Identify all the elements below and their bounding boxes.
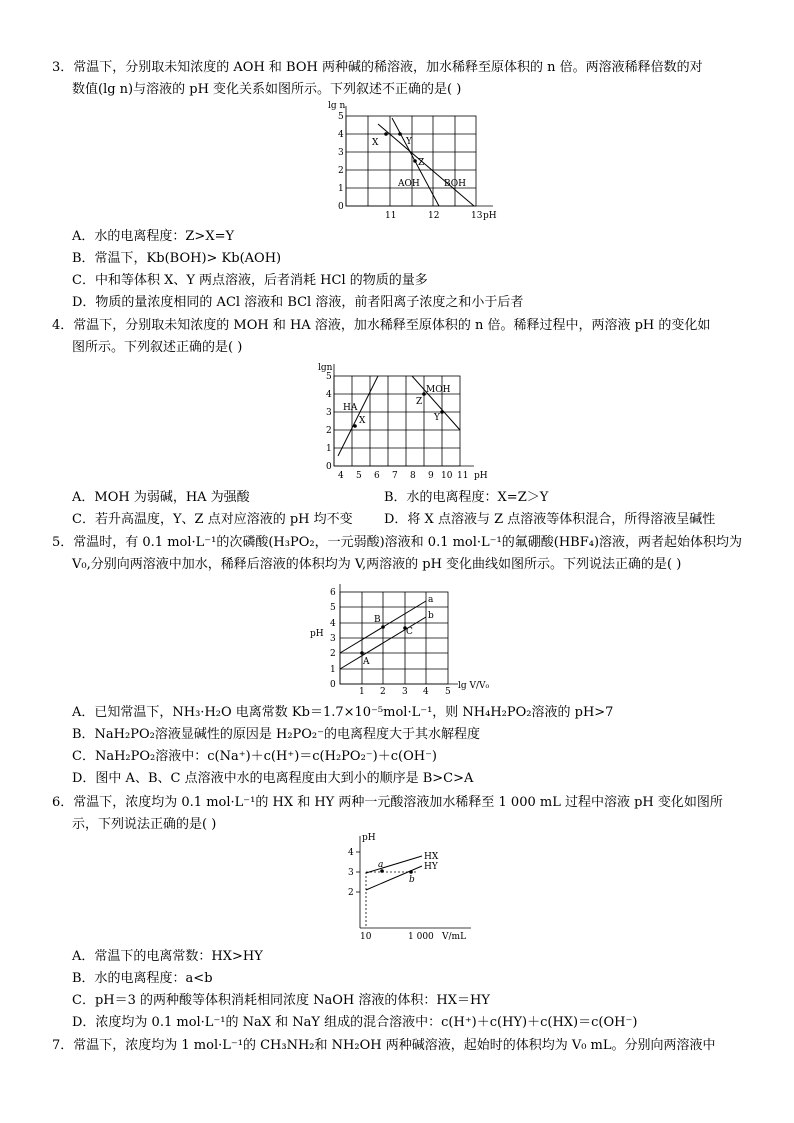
q5-ytick-3: 3 xyxy=(330,634,336,644)
q4-chart xyxy=(314,360,494,484)
q5-ytick-5: 5 xyxy=(330,603,336,613)
q3-ytick-2: 2 xyxy=(338,166,344,176)
q4-xtick-5: 5 xyxy=(356,471,362,481)
q4-label-y: Y xyxy=(434,413,440,423)
q3-label-aoh: AOH xyxy=(398,179,420,189)
q5-label-B: B xyxy=(374,615,381,625)
q6-label-a: a xyxy=(378,860,384,870)
q4-xtick-4: 4 xyxy=(338,471,344,481)
q6-hx-line xyxy=(366,856,422,873)
q4-label-moh: MOH xyxy=(426,385,451,395)
q3-xtick-13: 13 xyxy=(471,211,483,220)
q6-option-c[interactable]: C．pH＝3 的两种酸等体积消耗相同浓度 NaOH 溶液的体积：HX＝HY xyxy=(72,993,490,1008)
q3-stem-line1: 3．常温下，分别取未知浓度的 AOH 和 BOH 两种碱的稀溶液，加水稀释至原体积的 n 倍。两溶液稀释倍数的对 xyxy=(52,60,703,75)
q4-ha-line xyxy=(338,376,378,456)
q4-label-ha: HA xyxy=(343,403,358,413)
q3-option-c[interactable]: C．中和等体积 X、Y 两点溶液，后者消耗 HCl 的物质的量多 xyxy=(72,273,428,288)
q6-stem-line2: 示，下列说法正确的是( ) xyxy=(72,817,217,832)
q6-label-b: b xyxy=(409,875,415,885)
q4-xtick-9: 9 xyxy=(428,471,434,481)
q3-ytick-0: 0 xyxy=(338,202,344,212)
q5-point-a xyxy=(360,651,364,655)
q3-xlabel: pH xyxy=(483,211,497,220)
q6-point-b xyxy=(409,870,413,874)
q5-ylabel: pH xyxy=(310,629,324,639)
q6-chart xyxy=(336,832,486,944)
q5-stem-line1: 5．常温时，有 0.1 mol·L⁻¹的次磷酸(H₃PO₂，一元弱酸)溶液和 0.1 mol·L⁻¹的氟硼酸(HBF₄)溶液，两者起始体积均为 xyxy=(52,535,743,550)
q5-option-a[interactable]: A．已知常温下，NH₃·H₂O 电离常数 Kb＝1.7×10⁻⁵mol·L⁻¹，则 NH₄H₂PO₂溶液的 pH>7 xyxy=(72,705,614,720)
q4-ytick-3: 3 xyxy=(326,408,332,418)
q6-ytick-2: 2 xyxy=(348,888,354,898)
q4-xtick-11: 11 xyxy=(457,471,469,481)
q5-xtick-5: 5 xyxy=(445,687,451,697)
q3-label-boh: BOH xyxy=(444,179,467,189)
q4-xtick-6: 6 xyxy=(374,471,380,481)
q3-label-z: Z xyxy=(418,158,425,168)
q6-ytick-3: 3 xyxy=(348,868,354,878)
q4-option-c[interactable]: C．若升高温度，Y、Z 点对应溶液的 pH 均不变 xyxy=(72,512,353,527)
q5-option-b[interactable]: B．NaH₂PO₂溶液显碱性的原因是 H₂PO₂⁻的电离程度大于其水解程度 xyxy=(72,727,481,742)
q3-chart xyxy=(318,98,508,220)
q3-boh-line xyxy=(378,124,474,206)
q6-xtick-1000: 1 000 xyxy=(408,932,434,942)
q3-point-x xyxy=(384,132,388,136)
q5-chart xyxy=(308,580,494,698)
q4-label-x: X xyxy=(359,416,366,426)
q4-ytick-5: 5 xyxy=(326,372,332,382)
q5-ytick-2: 2 xyxy=(330,649,336,659)
q5-label-a: a xyxy=(428,595,434,605)
q3-label-x: X xyxy=(372,138,379,148)
q6-xlabel: V/mL xyxy=(442,932,467,942)
q5-xtick-4: 4 xyxy=(423,687,429,697)
q5-label-A: A xyxy=(363,657,370,667)
q6-label-hy: HY xyxy=(424,862,438,872)
q3-point-y xyxy=(398,132,402,136)
q4-ylabel: lgn xyxy=(318,363,333,373)
q5-xtick-2: 2 xyxy=(380,687,386,697)
q4-ytick-2: 2 xyxy=(326,426,332,436)
q4-xtick-10: 10 xyxy=(441,471,453,481)
q5-ytick-4: 4 xyxy=(330,619,336,629)
q5-label-C: C xyxy=(406,627,413,637)
q5-option-c[interactable]: C．NaH₂PO₂溶液中：c(Na⁺)＋c(H⁺)＝c(H₂PO₂⁻)＋c(OH⁻) xyxy=(72,749,438,764)
q3-xtick-12: 12 xyxy=(428,211,440,220)
q3-stem-line2: 数值(lg n)与溶液的 pH 变化关系如图所示。下列叙述不正确的是( ) xyxy=(72,82,462,97)
q4-stem-line1: 4．常温下，分别取未知浓度的 MOH 和 HA 溶液，加水稀释至原体积的 n 倍。稀释过程中，两溶液 pH 的变化如 xyxy=(52,318,711,333)
q3-label-y: Y xyxy=(406,137,412,147)
q4-point-y xyxy=(440,410,444,414)
q4-xtick-8: 8 xyxy=(410,471,416,481)
q3-xtick-11: 11 xyxy=(385,211,397,220)
q6-option-d[interactable]: D．浓度均为 0.1 mol·L⁻¹的 NaX 和 NaY 组成的混合溶液中：c(H⁺)＋c(HY)＋c(HX)＝c(OH⁻) xyxy=(72,1015,638,1030)
q6-label-hx: HX xyxy=(424,852,439,862)
q5-option-d[interactable]: D．图中 A、B、C 点溶液中水的电离程度由大到小的顺序是 B>C>A xyxy=(72,771,474,786)
q6-stem-line1: 6．常温下，浓度均为 0.1 mol·L⁻¹的 HX 和 HY 两种一元酸溶液加水稀释至 1 000 mL 过程中溶液 pH 变化如图所 xyxy=(52,795,723,810)
q4-label-z: Z xyxy=(416,397,423,407)
q7-stem-line1: 7．常温下，浓度均为 1 mol·L⁻¹的 CH₃NH₂和 NH₂OH 两种碱溶液，起始时的体积均为 V₀ mL。分别向两溶液中 xyxy=(52,1038,716,1053)
q3-ylabel: lg n xyxy=(328,101,346,111)
q3-ytick-4: 4 xyxy=(338,130,344,140)
q3-option-a[interactable]: A．水的电离程度：Z>X=Y xyxy=(72,229,235,244)
q5-xtick-3: 3 xyxy=(402,687,408,697)
q4-xtick-7: 7 xyxy=(392,471,398,481)
q3-ytick-1: 1 xyxy=(338,184,344,194)
q5-stem-line2: V₀,分别向两溶液中加水，稀释后溶液的体积均为 V,两溶液的 pH 变化曲线如图所示。下列说法正确的是( ) xyxy=(72,557,682,572)
q3-ytick-3: 3 xyxy=(338,148,344,158)
q5-label-b: b xyxy=(428,611,434,621)
q4-option-b[interactable]: B．水的电离程度：X=Z＞Y xyxy=(384,490,549,505)
q5-point-b xyxy=(381,625,385,629)
q5-ytick-6: 6 xyxy=(330,588,336,598)
q6-ytick-4: 4 xyxy=(348,848,354,858)
q4-ytick-0: 0 xyxy=(326,462,332,472)
q3-point-z xyxy=(413,159,417,163)
q5-xtick-1: 1 xyxy=(359,687,365,697)
q6-option-b[interactable]: B．水的电离程度：a<b xyxy=(72,971,213,986)
q3-ytick-5: 5 xyxy=(338,112,344,122)
q5-ytick-0: 0 xyxy=(330,680,336,690)
q4-point-x xyxy=(353,424,357,428)
q4-ytick-4: 4 xyxy=(326,390,332,400)
q4-xlabel: pH xyxy=(474,471,488,481)
q3-option-b[interactable]: B．常温下，Kb(BOH)> Kb(AOH) xyxy=(72,251,282,266)
q4-stem-line2: 图所示。下列叙述正确的是( ) xyxy=(72,340,243,355)
q6-xtick-10: 10 xyxy=(360,932,372,942)
q6-ylabel: pH xyxy=(362,833,376,843)
q6-option-a[interactable]: A．常温下的电离常数：HX>HY xyxy=(72,949,263,964)
q5-ytick-1: 1 xyxy=(330,665,336,675)
q4-option-a[interactable]: A．MOH 为弱碱，HA 为强酸 xyxy=(72,490,250,505)
q5-xlabel: lg V/V₀ xyxy=(458,681,490,691)
q4-option-d[interactable]: D．将 X 点溶液与 Z 点溶液等体积混合，所得溶液呈碱性 xyxy=(384,512,716,527)
q4-ytick-1: 1 xyxy=(326,444,332,454)
q3-option-d[interactable]: D．物质的量浓度相同的 ACl 溶液和 BCl 溶液，前者阳离子浓度之和小于后者 xyxy=(72,295,524,310)
